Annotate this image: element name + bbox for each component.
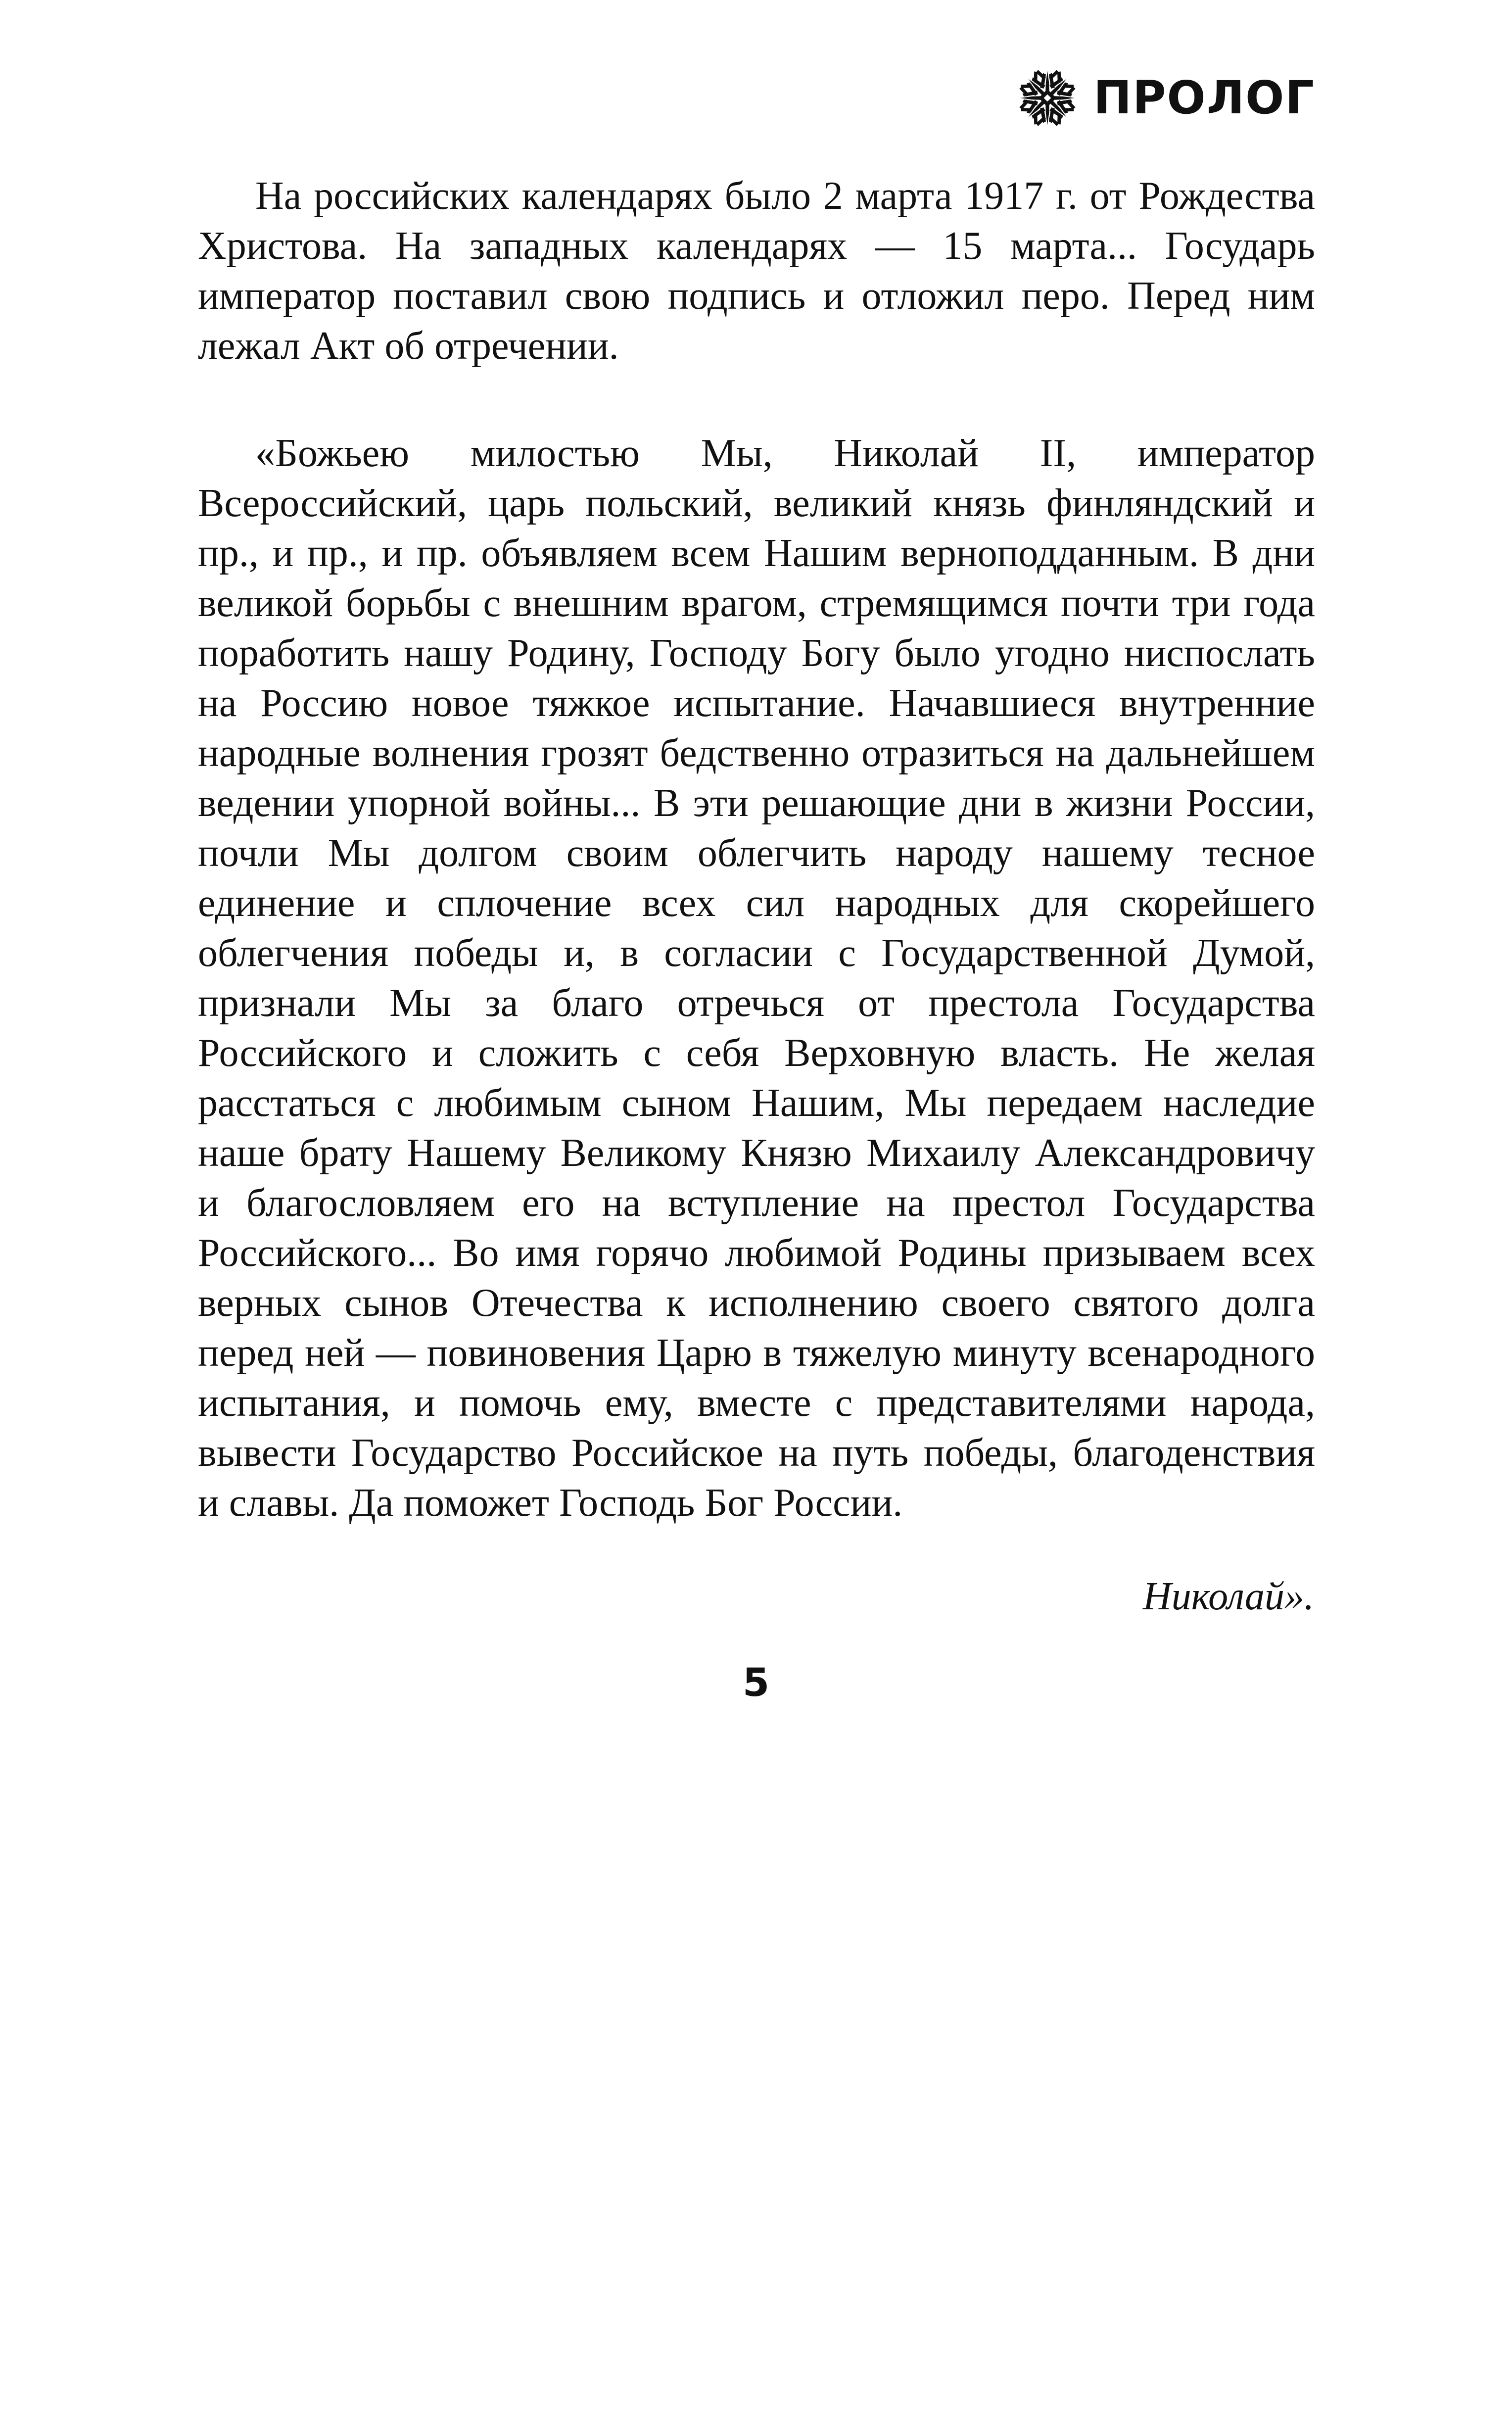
intro-block (198, 171, 1315, 371)
intro-paragraph: На российских календарях было 2 марта 1917 г. от Рождества Христова. На западных календарях — 15 марта... Государь император поставил свою подпись и отложил перо. Перед ним лежал Акт об отречении. (198, 174, 1315, 368)
running-title: ПРОЛОГ (1093, 71, 1315, 124)
snowflake-ornament-icon (1016, 67, 1079, 129)
signature: Николай». (1142, 1575, 1314, 1618)
running-header (1016, 63, 1315, 133)
page-number: 5 (742, 1661, 770, 1705)
manifesto-paragraph: «Божьею милостью Мы, Николай II, император Всероссийский, царь польский, великий князь финляндский и пр., и пр., и пр. объявляем всем Нашим верноподданным. В дни великой борьбы с внешним врагом, стремящимся почти три года поработить нашу Родину, Господу Богу было угодно ниспослать на Россию новое тяжкое испытание. Начавшиеся внутренние народные волнения грозят бедственно отразиться на дальнейшем ведении упорной войны... В эти решающие дни в жизни России, почли Мы долгом своим облегчить народу нашему тесное единение и сплочение всех сил народных для скорейшего облегчения победы и, в согласии с Государственной Думой, признали Мы за благо отречься от престола Государства Российского и сложить с себя Верховную власть. Не желая расстаться с любимым сыном Нашим, Мы передаем наследие наше брату Нашему Великому Князю Михаилу Александровичу и благословляем его на вступление на престол Государства Российского... Во имя горячо любимой Родины призываем всех верных сынов Отечества к исполнению своего святого долга перед ней — повиновения Царю в тяжелую минуту всенародного испытания, и помочь ему, вместе с представителями народа, вывести Государство Российское на путь победы, благоденствия и славы. Да поможет Господь Бог России. (198, 432, 1315, 1525)
manifesto-block (198, 429, 1315, 1528)
